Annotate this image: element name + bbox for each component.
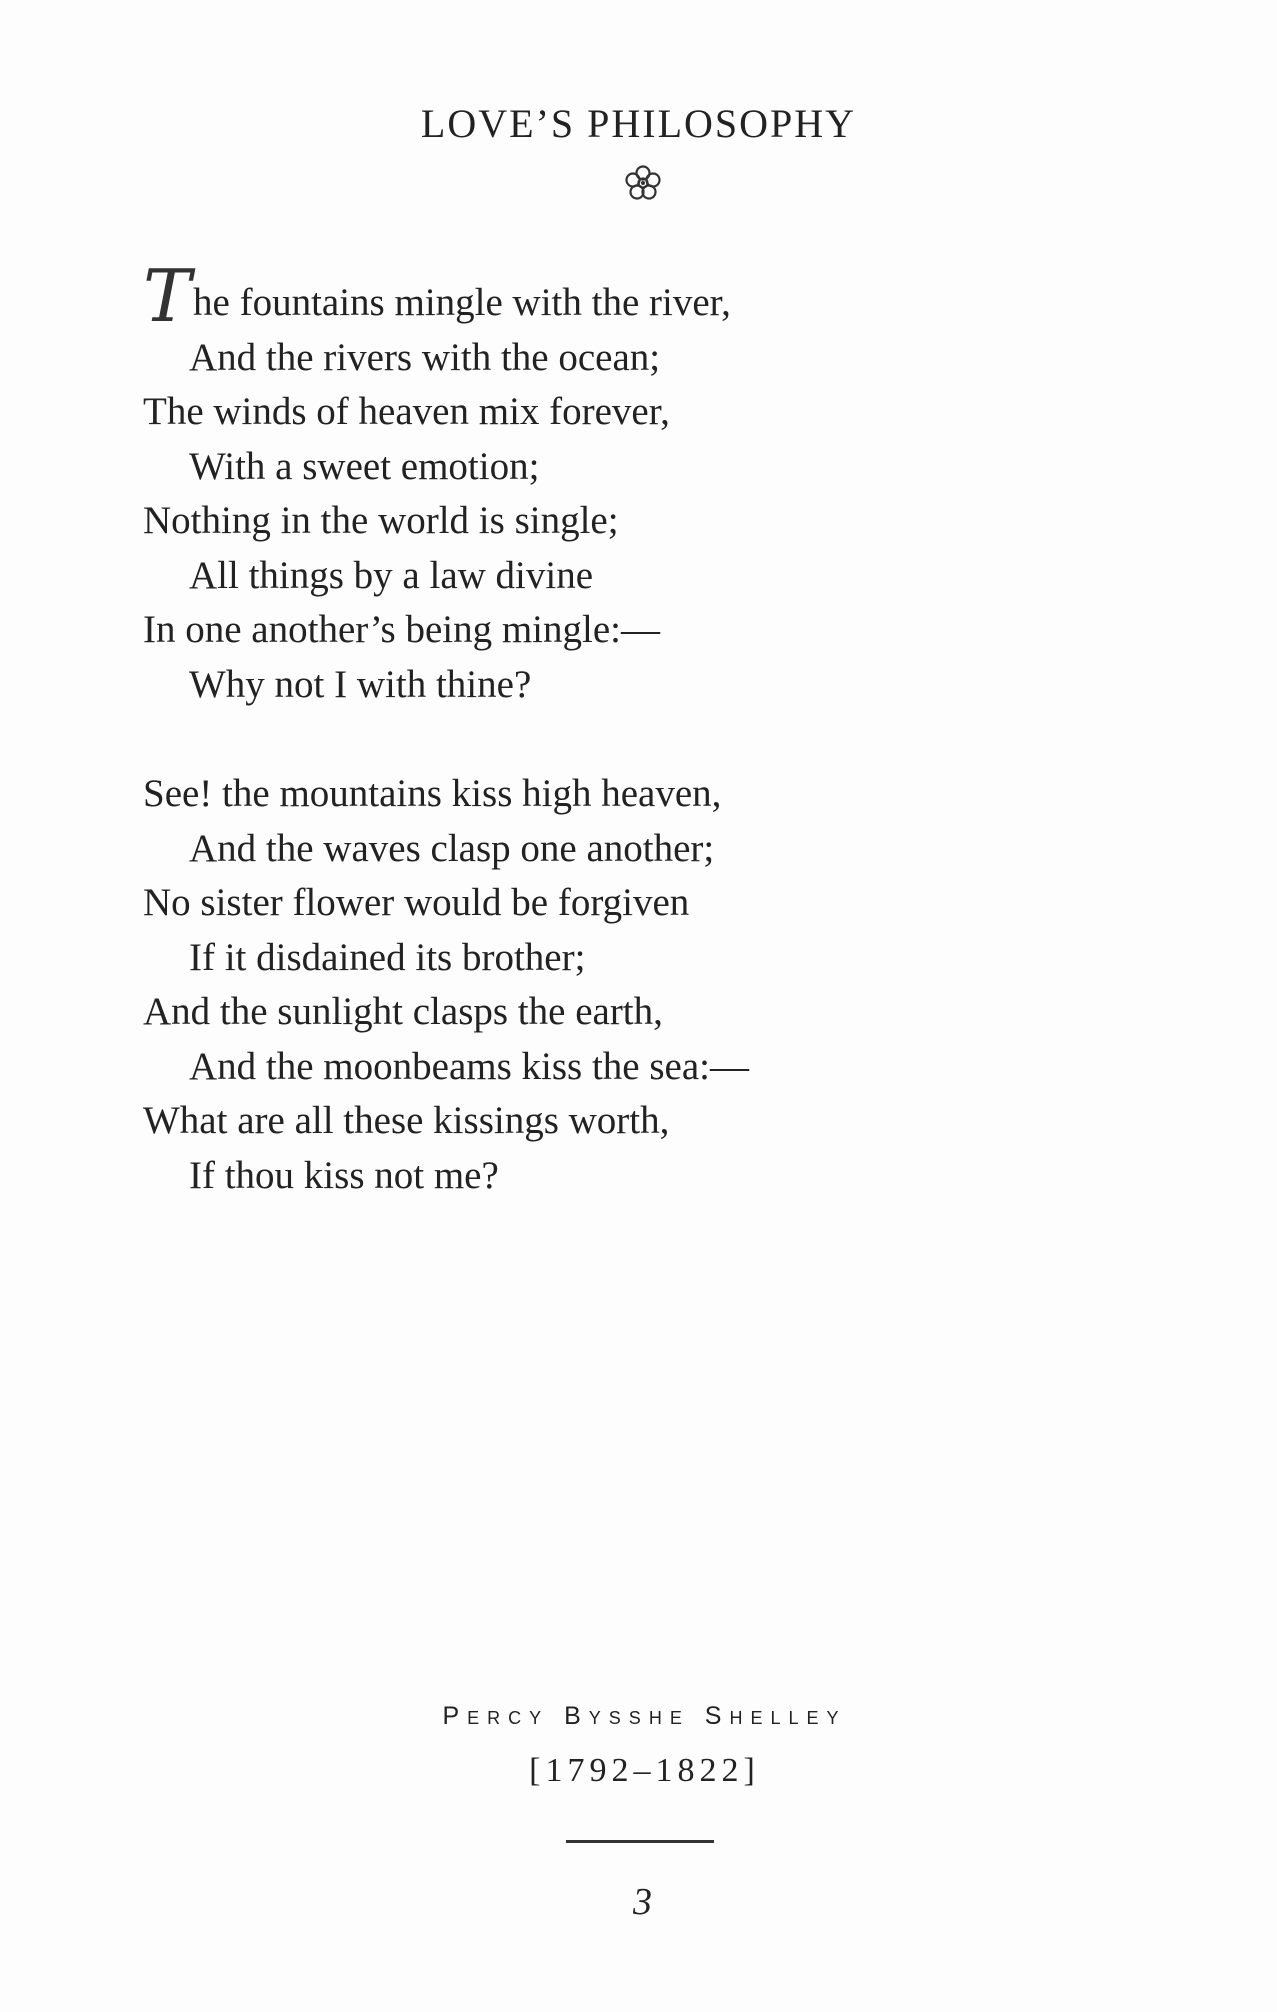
poem-title: LOVE’S PHILOSOPHY (420, 101, 857, 146)
poem-line: What are all these kissings worth, (143, 1099, 670, 1142)
drop-cap: T (143, 254, 192, 338)
poem-line-first-text: he fountains mingle with the river, (193, 281, 731, 324)
poem-line: See! the mountains kiss high heaven, (143, 772, 722, 815)
stanza-2 (143, 767, 1143, 1203)
author-middle-name: Bysshe (564, 1702, 690, 1730)
author-first-name: Percy (442, 1702, 550, 1730)
poem-line: Nothing in the world is single; (143, 499, 619, 542)
divider-rule (566, 1840, 714, 1843)
poem-line: And the sunlight clasps the earth, (143, 990, 663, 1033)
author-last-name: Shelley (704, 1702, 847, 1730)
poem-line: Why not I with thine? (189, 662, 532, 706)
poem-line: And the waves clasp one another; (189, 826, 715, 870)
stanza-1 (143, 254, 1143, 712)
poem-line: If thou kiss not me? (189, 1153, 499, 1197)
author-dates: [1792–1822] (529, 1752, 760, 1789)
poem-line: If it disdained its brother; (189, 935, 586, 979)
poem-line: All things by a law divine (189, 553, 594, 597)
poem-line: With a sweet emotion; (189, 444, 540, 488)
poem-body (143, 254, 1143, 1258)
poem-line: No sister flower would be forgiven (143, 881, 690, 924)
page-number: 3 (633, 1881, 652, 1923)
poem-line: And the rivers with the ocean; (189, 335, 661, 379)
poem-line: And the moonbeams kiss the sea:— (189, 1044, 749, 1088)
flower-ornament-icon (622, 162, 664, 204)
poem-line: The winds of heaven mix forever, (143, 390, 670, 433)
poem-line-first (143, 254, 1143, 338)
author-name (0, 1702, 1277, 1731)
poem-line: In one another’s being mingle:— (143, 608, 660, 651)
